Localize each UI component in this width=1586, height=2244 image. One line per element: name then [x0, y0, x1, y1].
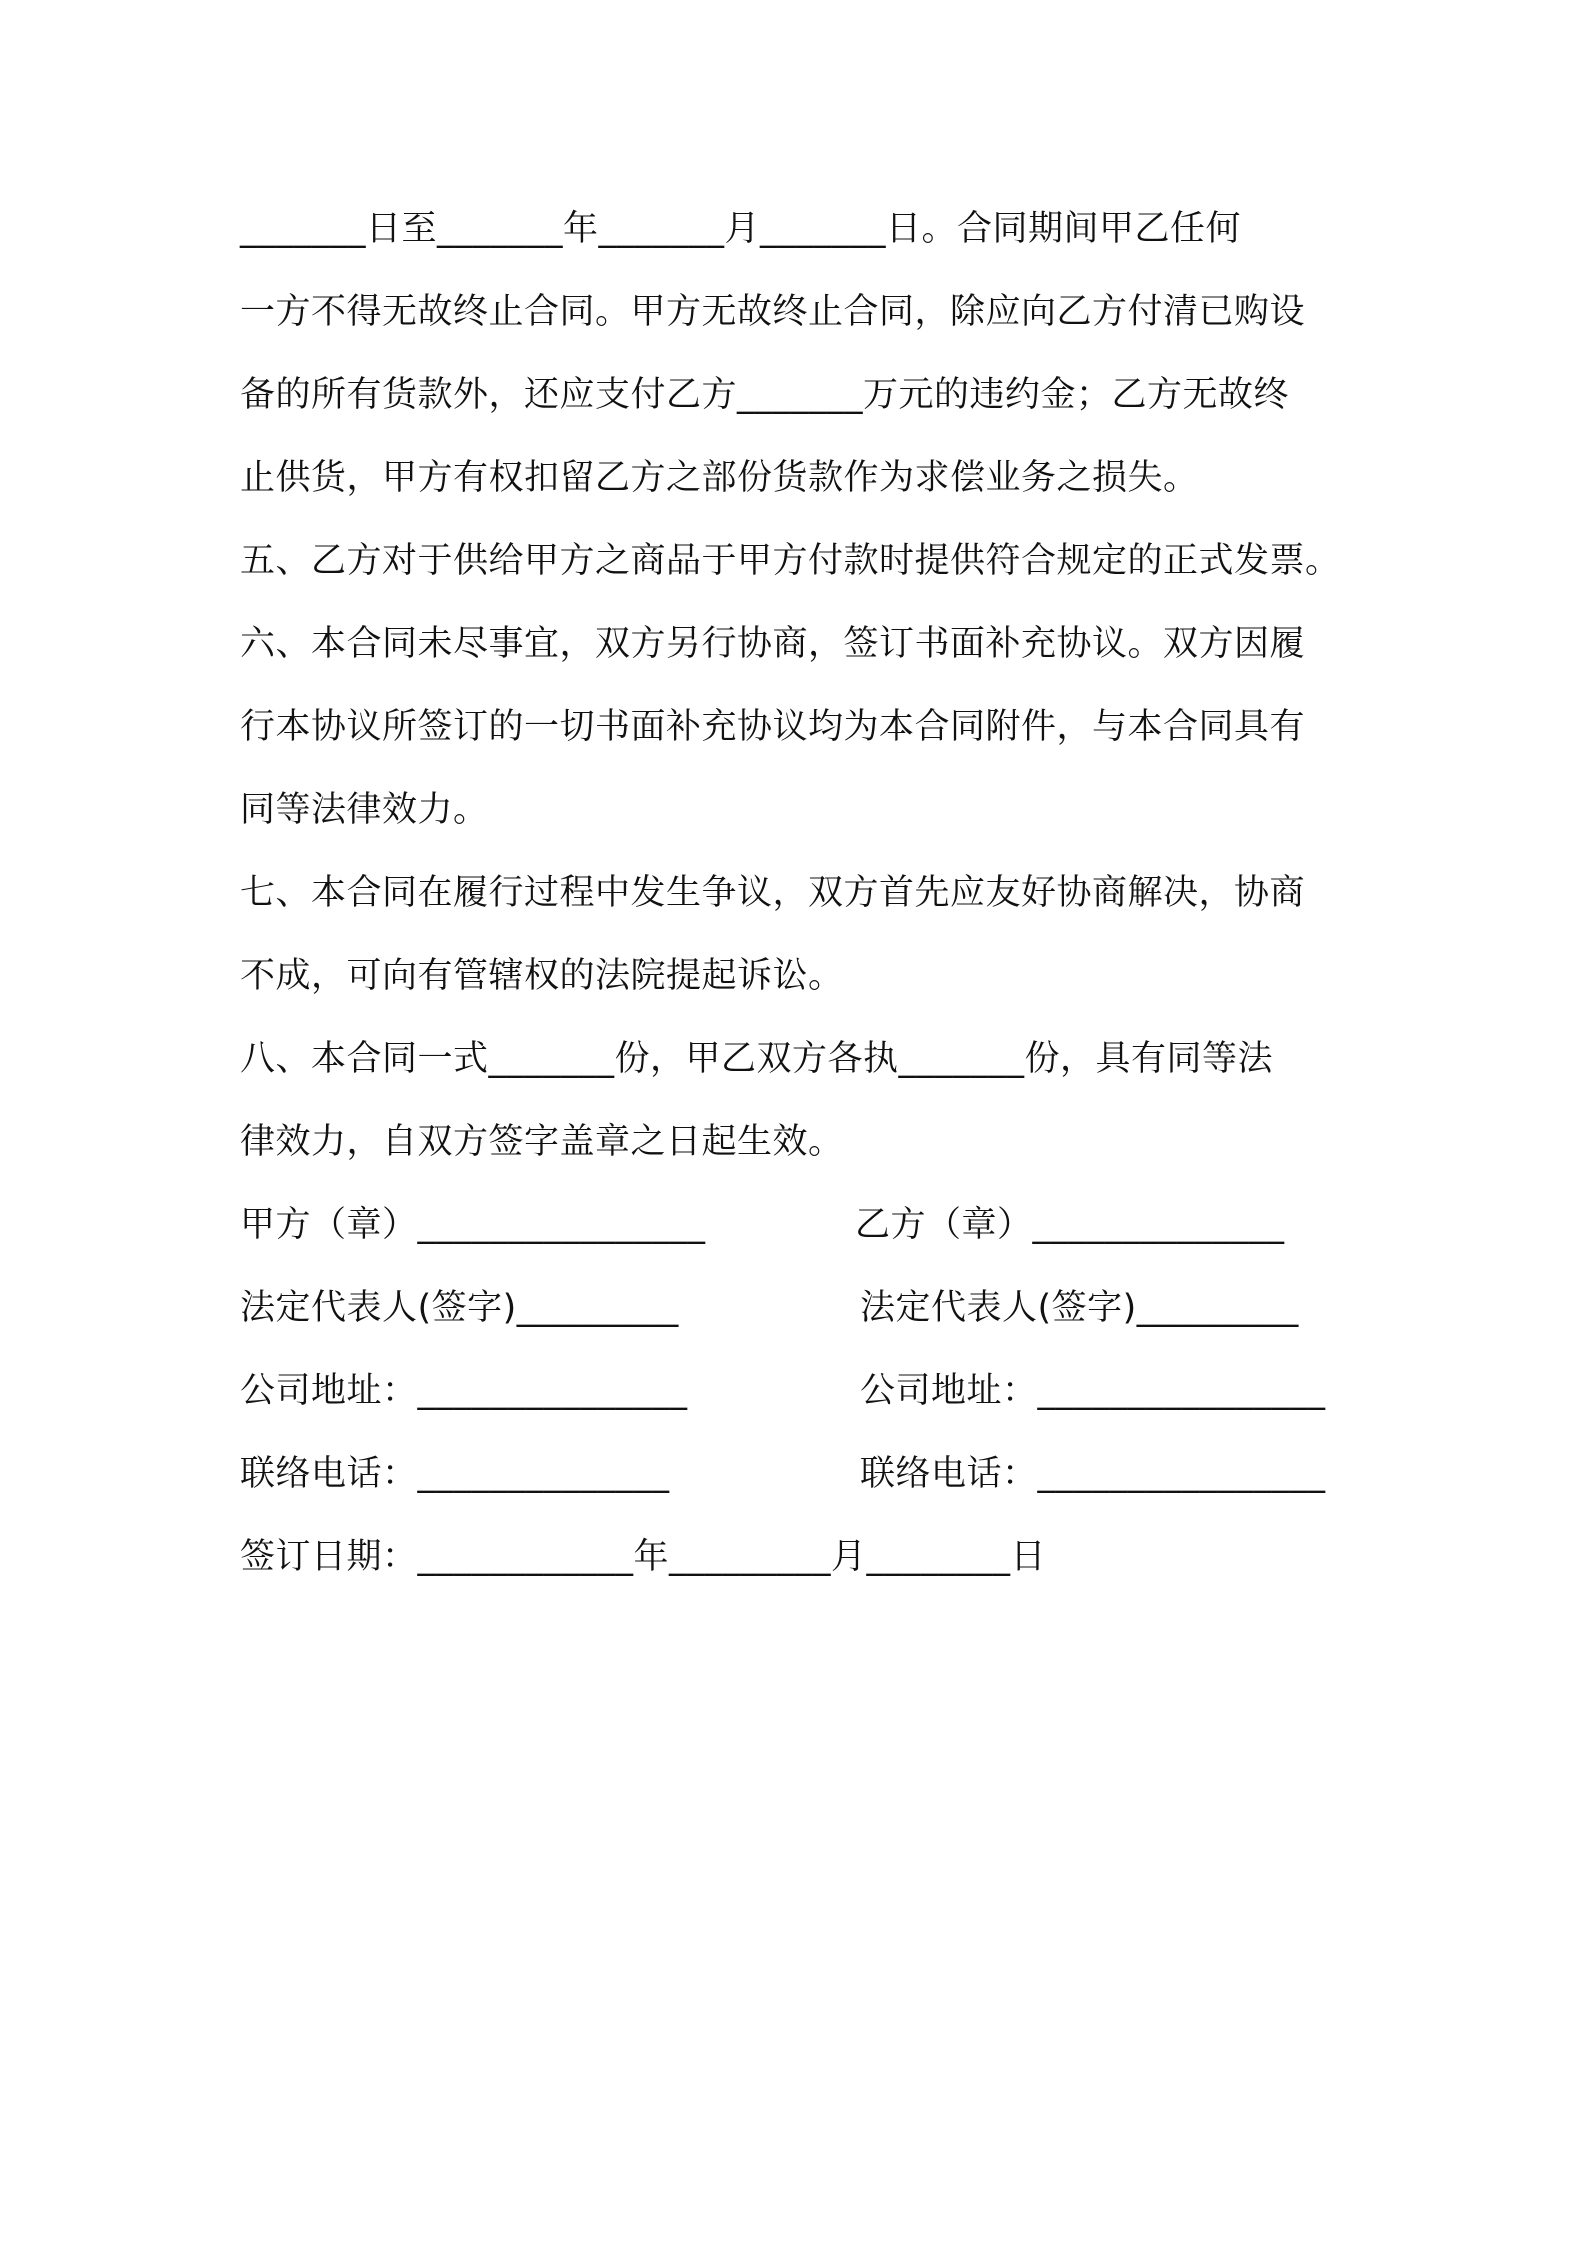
paragraph-line: _______日至_______年_______月_______日。合同期间甲乙任何 [240, 209, 1242, 249]
party-a-phone-field: 联络电话：______________ [240, 1454, 670, 1494]
paragraph-line: 不成，可向有管辖权的法院提起诉讼。 [240, 956, 844, 996]
paragraph-line: 备的所有货款外，还应支付乙方_______万元的违约金；乙方无故终 [240, 375, 1290, 415]
clause-7: 七、本合同在履行过程中发生争议，双方首先应友好协商解决，协商 [240, 873, 1306, 913]
clause-8: 八、本合同一式_______份，甲乙双方各执_______份，具有同等法 [240, 1039, 1274, 1079]
clause-6: 六、本合同未尽事宜，双方另行协商，签订书面补充协议。双方因履 [240, 624, 1306, 664]
paragraph-line: 止供货，甲方有权扣留乙方之部份货款作为求偿业务之损失。 [240, 458, 1199, 498]
paragraph-line: 同等法律效力。 [240, 790, 489, 830]
party-b-address-field: 公司地址：________________ [860, 1371, 1326, 1411]
sign-date-field: 签订日期：____________年_________月________日 [240, 1537, 1047, 1577]
party-b-representative-field: 法定代表人(签字)_________ [860, 1288, 1299, 1328]
party-a-address-field: 公司地址：_______________ [240, 1371, 688, 1411]
paragraph-line: 行本协议所签订的一切书面补充协议均为本合同附件，与本合同具有 [240, 707, 1306, 747]
party-b-phone-field: 联络电话：________________ [860, 1454, 1326, 1494]
clause-5: 五、乙方对于供给甲方之商品于甲方付款时提供符合规定的正式发票。 [240, 541, 1341, 581]
paragraph-line: 律效力，自双方签字盖章之日起生效。 [240, 1122, 844, 1162]
party-a-seal-field: 甲方（章）________________ [240, 1205, 706, 1245]
paragraph-line: 一方不得无故终止合同。甲方无故终止合同，除应向乙方付清已购设 [240, 292, 1306, 332]
party-b-seal-field: 乙方（章）______________ [855, 1205, 1285, 1245]
party-a-representative-field: 法定代表人(签字)_________ [240, 1288, 679, 1328]
